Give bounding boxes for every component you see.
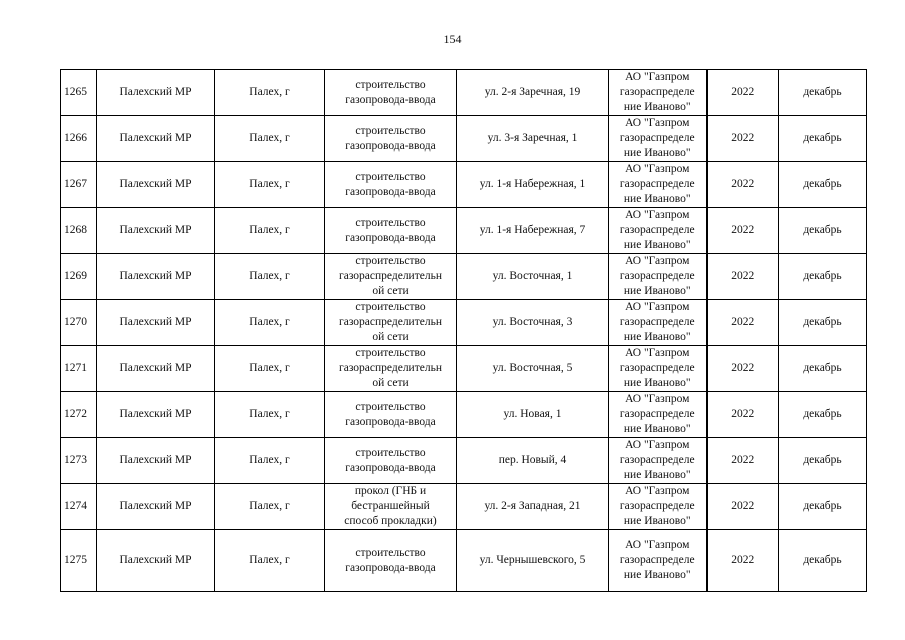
work-type-cell: строительство газораспределительн ой сети — [325, 300, 457, 346]
month-cell: декабрь — [779, 438, 867, 484]
district-cell: Палехский МР — [97, 392, 215, 438]
year-cell: 2022 — [707, 162, 779, 208]
month-cell: декабрь — [779, 70, 867, 116]
table-row — [61, 208, 867, 254]
year-cell: 2022 — [707, 116, 779, 162]
month-cell: декабрь — [779, 162, 867, 208]
table-row — [61, 438, 867, 484]
settlement-cell: Палех, г — [215, 300, 325, 346]
settlement-cell: Палех, г — [215, 116, 325, 162]
row-number: 1273 — [61, 438, 97, 484]
table-row — [61, 300, 867, 346]
table-row — [61, 484, 867, 530]
address-cell: пер. Новый, 4 — [457, 438, 609, 484]
settlement-cell: Палех, г — [215, 438, 325, 484]
district-cell: Палехский МР — [97, 116, 215, 162]
owner-cell: АО "Газпром газораспределе ние Иваново" — [609, 346, 707, 392]
row-number: 1270 — [61, 300, 97, 346]
address-cell: ул. 2-я Западная, 21 — [457, 484, 609, 530]
gas-works-table — [60, 69, 867, 592]
owner-cell: АО "Газпром газораспределе ние Иваново" — [609, 484, 707, 530]
table-row — [61, 530, 867, 592]
month-cell: декабрь — [779, 254, 867, 300]
month-cell: декабрь — [779, 208, 867, 254]
month-cell: декабрь — [779, 116, 867, 162]
owner-cell: АО "Газпром газораспределе ние Иваново" — [609, 300, 707, 346]
year-cell: 2022 — [707, 346, 779, 392]
district-cell: Палехский МР — [97, 254, 215, 300]
address-cell: ул. 2-я Заречная, 19 — [457, 70, 609, 116]
settlement-cell: Палех, г — [215, 254, 325, 300]
month-cell: декабрь — [779, 392, 867, 438]
table-row — [61, 346, 867, 392]
owner-cell: АО "Газпром газораспределе ние Иваново" — [609, 438, 707, 484]
page-number: 154 — [443, 32, 462, 46]
table-row — [61, 254, 867, 300]
owner-cell: АО "Газпром газораспределе ние Иваново" — [609, 208, 707, 254]
settlement-cell: Палех, г — [215, 392, 325, 438]
work-type-cell: строительство газопровода-ввода — [325, 208, 457, 254]
work-type-cell: прокол (ГНБ и бестраншейный способ прокладки) — [325, 484, 457, 530]
year-cell: 2022 — [707, 392, 779, 438]
district-cell: Палехский МР — [97, 300, 215, 346]
owner-cell: АО "Газпром газораспределе ние Иваново" — [609, 116, 707, 162]
settlement-cell: Палех, г — [215, 346, 325, 392]
owner-cell: АО "Газпром газораспределе ние Иваново" — [609, 70, 707, 116]
table-row — [61, 70, 867, 116]
address-cell: ул. Чернышевского, 5 — [457, 530, 609, 592]
owner-cell: АО "Газпром газораспределе ние Иваново" — [609, 392, 707, 438]
work-type-cell: строительство газопровода-ввода — [325, 438, 457, 484]
month-cell: декабрь — [779, 346, 867, 392]
owner-cell: АО "Газпром газораспределе ние Иваново" — [609, 254, 707, 300]
month-cell: декабрь — [779, 300, 867, 346]
row-number: 1266 — [61, 116, 97, 162]
row-number: 1275 — [61, 530, 97, 592]
work-type-cell: строительство газопровода-ввода — [325, 116, 457, 162]
year-cell: 2022 — [707, 300, 779, 346]
owner-cell: АО "Газпром газораспределе ние Иваново" — [609, 530, 707, 592]
work-type-cell: строительство газопровода-ввода — [325, 162, 457, 208]
row-number: 1271 — [61, 346, 97, 392]
district-cell: Палехский МР — [97, 484, 215, 530]
district-cell: Палехский МР — [97, 346, 215, 392]
row-number: 1269 — [61, 254, 97, 300]
address-cell: ул. Восточная, 5 — [457, 346, 609, 392]
address-cell: ул. Новая, 1 — [457, 392, 609, 438]
table-row — [61, 392, 867, 438]
year-cell: 2022 — [707, 254, 779, 300]
year-cell: 2022 — [707, 208, 779, 254]
settlement-cell: Палех, г — [215, 162, 325, 208]
year-cell: 2022 — [707, 530, 779, 592]
month-cell: декабрь — [779, 484, 867, 530]
settlement-cell: Палех, г — [215, 208, 325, 254]
work-type-cell: строительство газопровода-ввода — [325, 392, 457, 438]
row-number: 1274 — [61, 484, 97, 530]
address-cell: ул. 1-я Набережная, 1 — [457, 162, 609, 208]
year-cell: 2022 — [707, 438, 779, 484]
row-number: 1272 — [61, 392, 97, 438]
year-cell: 2022 — [707, 70, 779, 116]
address-cell: ул. 1-я Набережная, 7 — [457, 208, 609, 254]
row-number: 1265 — [61, 70, 97, 116]
work-type-cell: строительство газораспределительн ой сети — [325, 254, 457, 300]
table-row — [61, 162, 867, 208]
work-type-cell: строительство газопровода-ввода — [325, 70, 457, 116]
table-row — [61, 116, 867, 162]
work-type-cell: строительство газопровода-ввода — [325, 530, 457, 592]
month-cell: декабрь — [779, 530, 867, 592]
row-number: 1267 — [61, 162, 97, 208]
address-cell: ул. Восточная, 1 — [457, 254, 609, 300]
district-cell: Палехский МР — [97, 530, 215, 592]
district-cell: Палехский МР — [97, 162, 215, 208]
settlement-cell: Палех, г — [215, 70, 325, 116]
district-cell: Палехский МР — [97, 70, 215, 116]
year-cell: 2022 — [707, 484, 779, 530]
settlement-cell: Палех, г — [215, 484, 325, 530]
address-cell: ул. 3-я Заречная, 1 — [457, 116, 609, 162]
row-number: 1268 — [61, 208, 97, 254]
owner-cell: АО "Газпром газораспределе ние Иваново" — [609, 162, 707, 208]
work-type-cell: строительство газораспределительн ой сети — [325, 346, 457, 392]
district-cell: Палехский МР — [97, 438, 215, 484]
settlement-cell: Палех, г — [215, 530, 325, 592]
district-cell: Палехский МР — [97, 208, 215, 254]
address-cell: ул. Восточная, 3 — [457, 300, 609, 346]
